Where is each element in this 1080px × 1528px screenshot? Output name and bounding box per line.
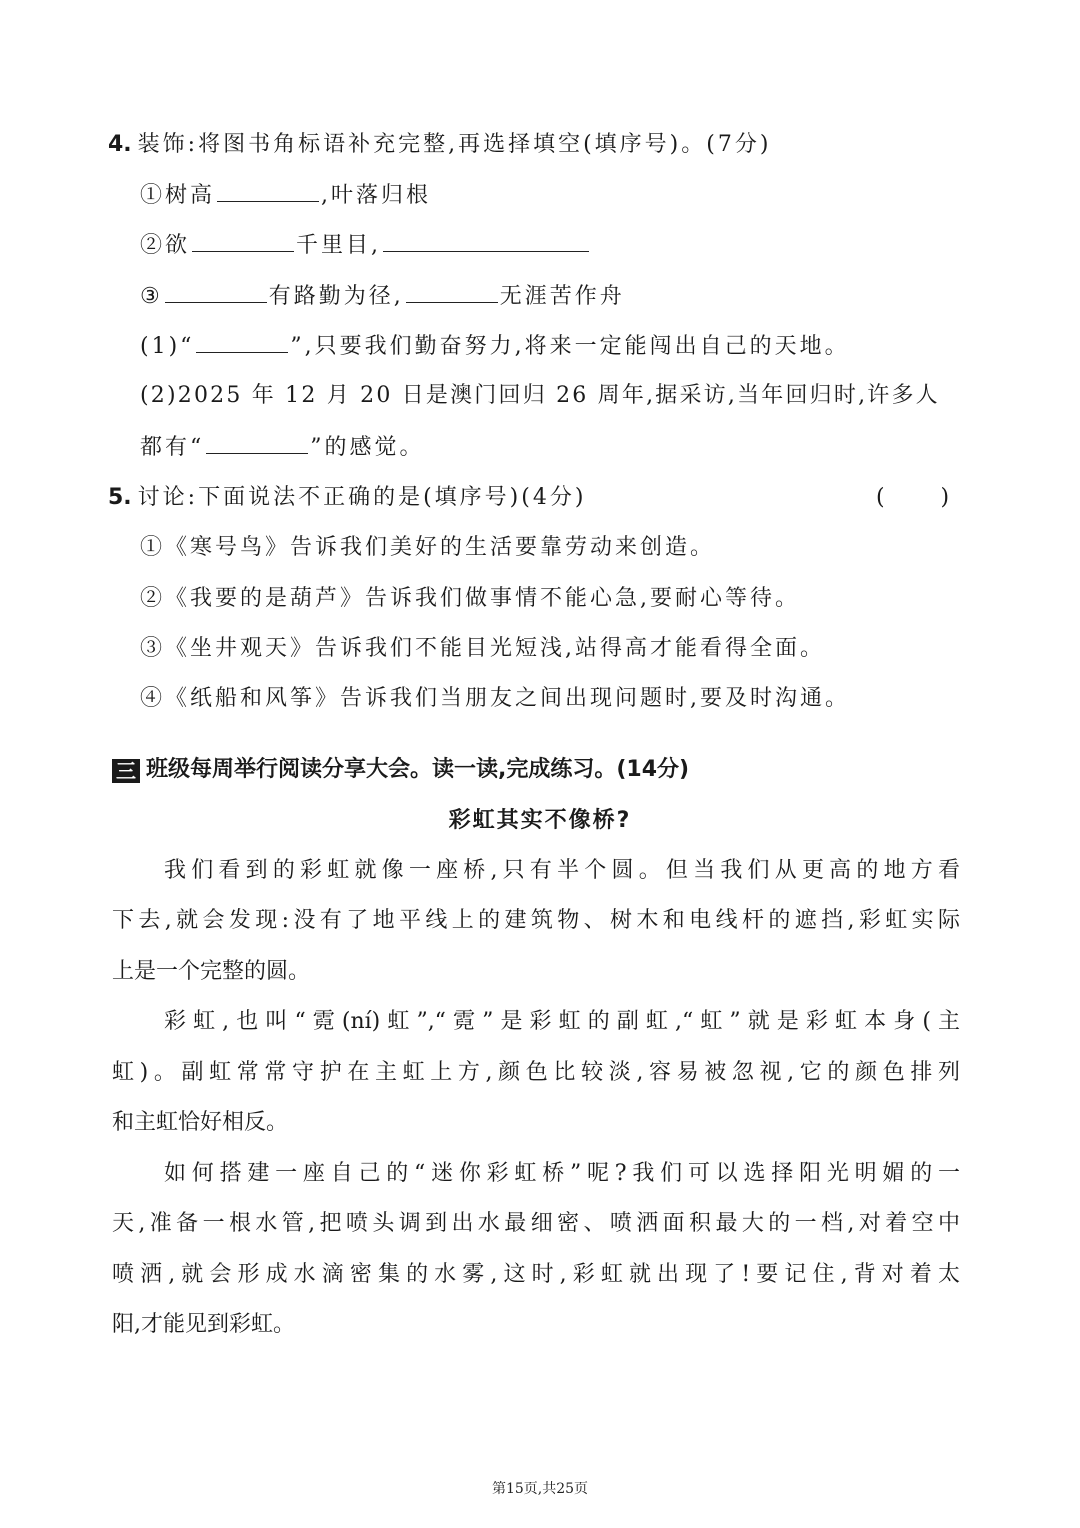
q4-item-3-prefix: ③ [140, 284, 163, 309]
answer-blank[interactable] [406, 281, 498, 303]
article-line: 我们看到的彩虹就像一座桥,只有半个圆。但当我们从更高的地方看 [164, 858, 960, 883]
q5-stem-text: 讨论:下面说法不正确的是(填序号)(4分) [137, 485, 587, 510]
section-3-title: 班级每周举行阅读分享大会。读一读,完成练习。(14分) [146, 757, 690, 782]
q4-stem [108, 130, 771, 160]
q4-item-1-prefix: ①树高 [140, 183, 216, 208]
q5-option: ①《寒号鸟》告诉我们美好的生活要靠劳动来创造。 [140, 535, 716, 560]
article-line: 下去,就会发现:没有了地平线上的建筑物、树木和电线杆的遮挡,彩虹实际 [112, 908, 960, 933]
article-line: 和主虹恰好相反。 [112, 1110, 289, 1135]
q4-sub-1-suffix: ”,只要我们勤奋努力,将来一定能闯出自己的天地。 [290, 334, 850, 359]
article-line: 喷洒,就会形成水滴密集的水雾,这时,彩虹就出现了!要记住,背对着太 [112, 1262, 960, 1287]
q4-item-3 [140, 281, 625, 312]
answer-blank[interactable] [217, 180, 319, 202]
q4-sub-2-line-1: (2)2025 年 12 月 20 日是澳门回归 26 周年,据采访,当年回归时,许多人 [140, 383, 940, 408]
q5-answer-parentheses[interactable]: ( ) [876, 485, 950, 510]
q4-stem-text: 装饰:将图书角标语补充完整,再选择填空(填序号)。(7分) [137, 132, 772, 157]
page-number-footer: 第15页,共25页 [491, 1481, 589, 1497]
article-line: 如何搭建一座自己的“迷你彩虹桥”呢?我们可以选择阳光明媚的一 [164, 1161, 960, 1186]
q4-sub-2-prefix: 都有“ [140, 435, 205, 460]
q5-number: 5. [108, 485, 132, 510]
article-line: 天,准备一根水管,把喷头调到出水最细密、喷洒面积最大的一档,对着空中 [112, 1211, 960, 1236]
article-line: 上是一个完整的圆。 [112, 959, 311, 984]
q4-sub-1 [140, 331, 850, 362]
q4-sub-2-suffix: ”的感觉。 [310, 435, 425, 460]
q4-item-3-mid: 有路勤为径, [268, 284, 404, 309]
article-line: 阳,才能见到彩虹。 [112, 1312, 295, 1337]
q5-stem [108, 483, 586, 513]
article-line: 虹)。副虹常常守护在主虹上方,颜色比较淡,容易被忽视,它的颜色排列 [112, 1060, 960, 1085]
q4-item-1 [140, 180, 431, 211]
q4-item-1-suffix: ,叶落归根 [321, 183, 432, 208]
answer-blank[interactable] [192, 230, 294, 252]
article-line: 彩虹,也叫“霓(ní)虹”,“霓”是彩虹的副虹,“虹”就是彩虹本身(主 [164, 1009, 960, 1034]
q4-item-2-mid: 千里目, [296, 233, 382, 258]
section-number-badge: 三 [112, 759, 140, 783]
q5-option: ③《坐井观天》告诉我们不能目光短浅,站得高才能看得全面。 [140, 636, 825, 661]
answer-blank[interactable] [206, 432, 308, 454]
q4-item-2 [140, 230, 591, 261]
answer-blank[interactable] [383, 230, 589, 252]
q4-number: 4. [108, 132, 132, 157]
article-title: 彩虹其实不像桥? [448, 808, 632, 833]
answer-blank[interactable] [165, 281, 267, 303]
q4-item-3-suffix: 无涯苦作舟 [499, 284, 625, 309]
q4-item-2-prefix: ②欲 [140, 233, 191, 258]
q5-option: ②《我要的是葫芦》告诉我们做事情不能心急,要耐心等待。 [140, 586, 800, 611]
section-3-heading [112, 755, 689, 785]
q4-sub-1-prefix: (1)“ [140, 334, 195, 359]
answer-blank[interactable] [196, 331, 288, 353]
q4-sub-2-line-2 [140, 432, 425, 463]
q5-option: ④《纸船和风筝》告诉我们当朋友之间出现问题时,要及时沟通。 [140, 686, 850, 711]
